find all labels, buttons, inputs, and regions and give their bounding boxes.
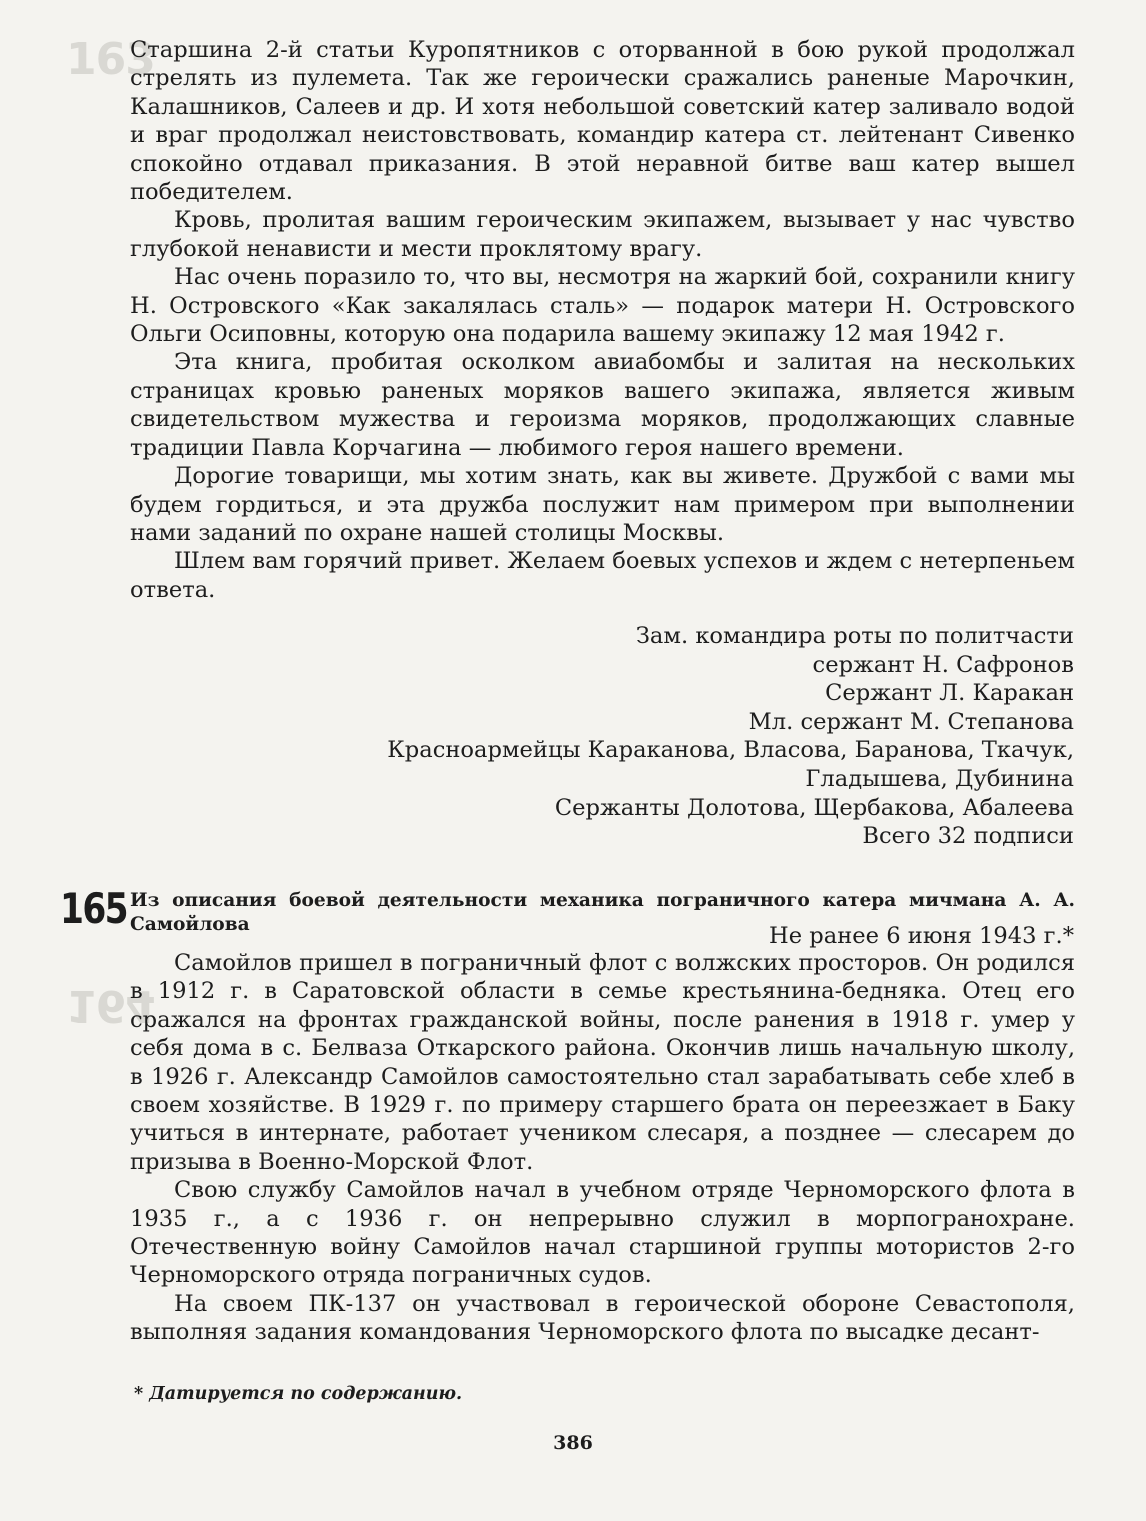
signature-block bbox=[387, 622, 1074, 851]
letter-paragraph: Эта книга, пробитая осколком авиабомбы и залитая на нескольких страницах кровью раненых моряков вашего экипажа, является живым свидетельством мужества и героизма моряков, продолжающих славные традиции Павла Корчагина — любимого героя нашего времени. bbox=[130, 349, 1075, 461]
signature-line: Всего 32 подписи bbox=[862, 823, 1074, 850]
footnote: * Датируется по содержанию. bbox=[134, 1384, 463, 1404]
signature-line: сержант Н. Сафронов bbox=[812, 651, 1074, 678]
letter-paragraph: Дорогие товарищи, мы хотим знать, как вы живете. Дружбой с вами мы будем гордиться, и эта дружба послужит нам примером при выполнении нами заданий по охране нашей столицы Москвы. bbox=[130, 463, 1075, 546]
signature-line: Зам. командира роты по политчасти bbox=[635, 623, 1074, 649]
document-paragraph: На своем ПК-137 он участвовал в героической обороне Севастополя, выполняя задания командования Черноморского флота по высадке десант- bbox=[130, 1290, 1075, 1346]
signature-line: Сержанты Долотова, Щербакова, Абалеева bbox=[554, 794, 1074, 821]
letter-paragraph: Нас очень поразило то, что вы, несмотря на жаркий бой, сохранили книгу Н. Островского «Как закалялась сталь» — подарок матери Н. Островского Ольги Осиповны, которую она подарила вашему экипажу 12 мая 1942 г. bbox=[130, 264, 1075, 348]
document-date: Не ранее 6 июня 1943 г.* bbox=[769, 923, 1074, 949]
document-paragraph: Самойлов пришел в пограничный флот с волжских просторов. Он родился в 1912 г. в Саратовской области в семье крестьянина-бедняка. Отец его сражался на фронтах гражданской войны, после ранения в 1918 г. умер у себя дома в с. Белваза Откарского района. Окончив лишь начальную школу, в 1926 г. Александр Самойлов самостоятельно стал зарабатывать себе хлеб в своем хозяйстве. В 1929 г. по примеру старшего брата он переезжает в Баку учиться в интернате, работает учеником слесаря, а позднее — слесарем до призыва в Военно-Морской Флот. bbox=[130, 950, 1075, 1175]
page-number: 386 bbox=[553, 1432, 593, 1454]
signature-line: Красноармейцы Караканова, Власова, Баранова, Ткачук, bbox=[387, 737, 1074, 764]
letter-paragraph: Старшина 2-й статьи Куропятников с оторванной в бою рукой продолжал стрелять из пулемета. Так же героически сражались раненые Марочкин, Калашников, Салеев и др. И хотя небольшой советский катер заливало водой и враг продолжал неистовствовать, командир катера ст. лейтенант Сивенко спокойно отдавал приказания. В этой неравной битве ваш катер вышел победителем. bbox=[130, 37, 1075, 206]
letter-body bbox=[130, 36, 1075, 604]
document-heading: Из описания боевой деятельности механика пограничного катера мичмана А. А. Самойлова bbox=[130, 890, 1075, 935]
bleed-through-page-number: 164 bbox=[66, 980, 155, 1031]
document-body bbox=[130, 949, 1075, 1347]
signature-line: Гладышева, Дубинина bbox=[805, 765, 1074, 792]
signature-line: Сержант Л. Каракан bbox=[825, 680, 1074, 707]
document-paragraph: Свою службу Самойлов начал в учебном отряде Черноморского флота в 1935 г., а с 1936 г. он непрерывно служил в морпогранохране. Отечественную войну Самойлов начал старшиной группы мотористов 2-го Черноморского отряда пограничных судов. bbox=[130, 1177, 1075, 1289]
signature-line: Мл. сержант М. Степанова bbox=[748, 708, 1074, 735]
document-number: 165 bbox=[60, 884, 127, 933]
letter-paragraph: Шлем вам горячий привет. Желаем боевых успехов и ждем с нетерпеньем ответа. bbox=[130, 548, 1075, 603]
bleed-through-page-number: 163 bbox=[66, 34, 155, 85]
letter-paragraph: Кровь, пролитая вашим героическим экипажем, вызывает у нас чувство глубокой ненависти и мести проклятому врагу. bbox=[130, 207, 1075, 262]
